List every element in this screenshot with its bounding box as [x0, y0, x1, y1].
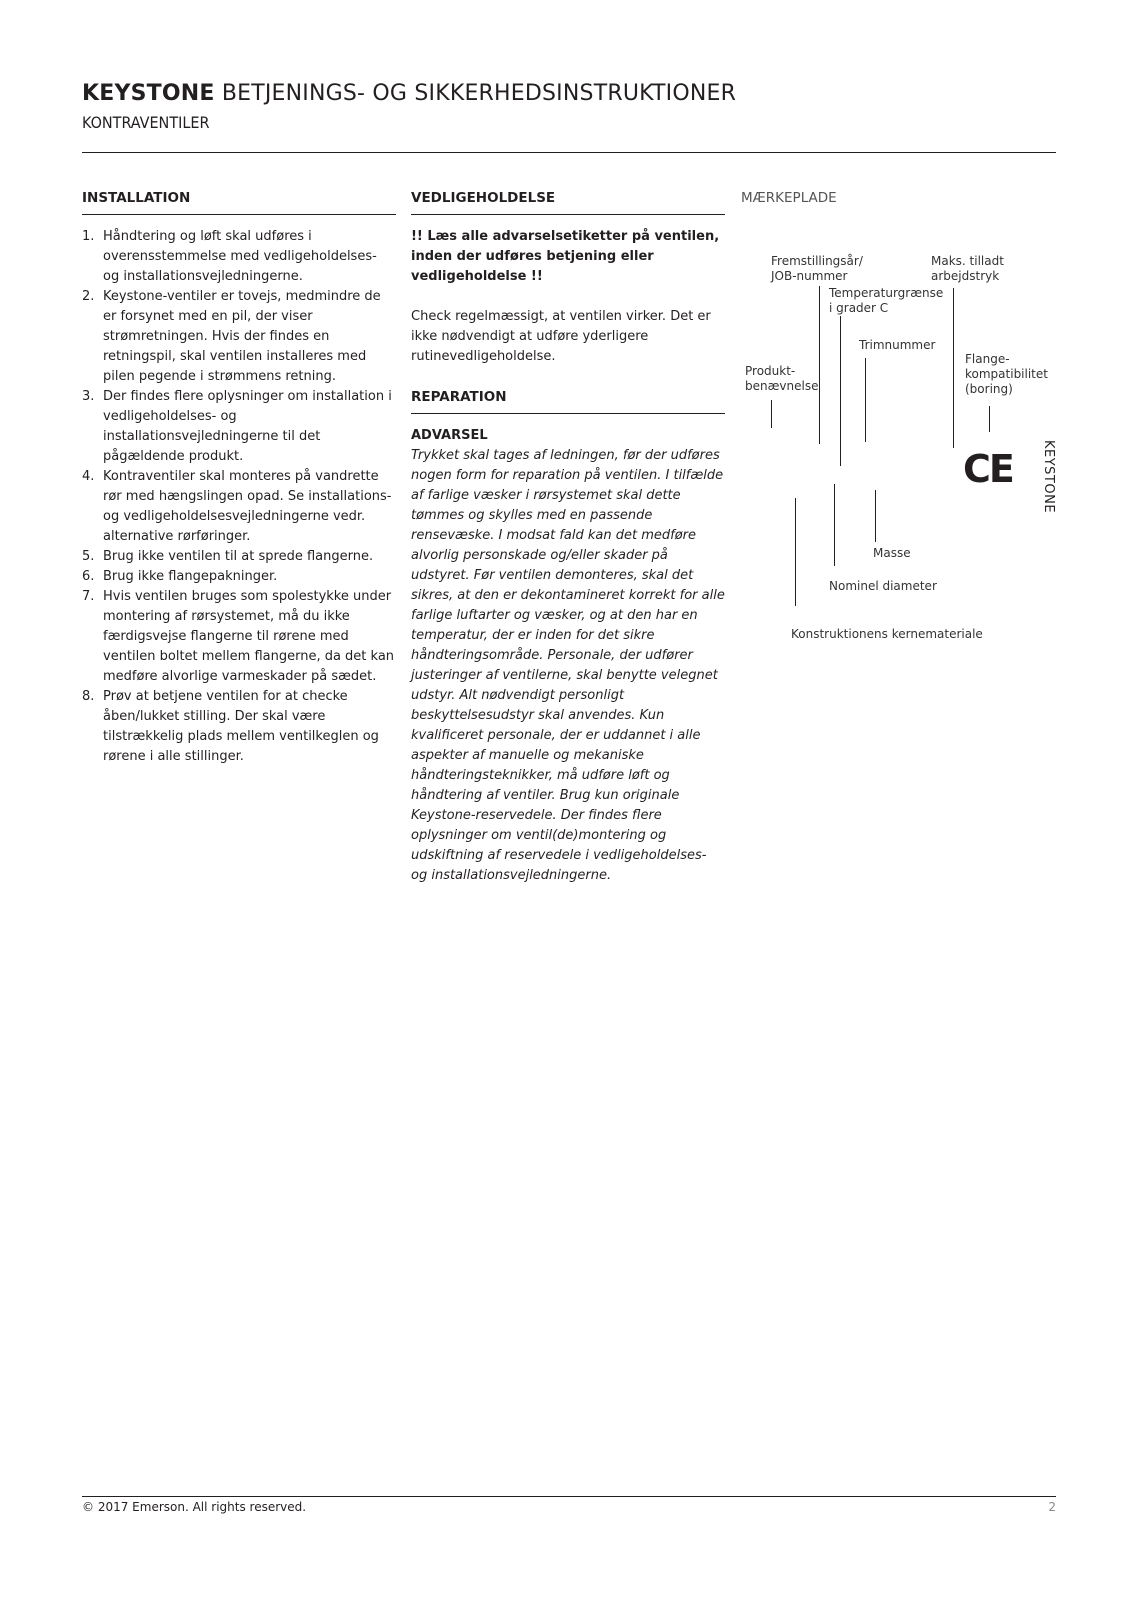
- label-line: Temperaturgrænse: [829, 286, 944, 300]
- label-line: benævnelse: [745, 379, 819, 393]
- item-text: Prøv at betjene ventilen for at checke åben/lukket stilling. Der skal være tilstrækkelig plads mellem ventilkeglen og rørene i alle stillinger.: [103, 689, 379, 764]
- list-item: [82, 587, 396, 687]
- label-line: arbejdstryk: [931, 269, 1000, 283]
- leader-line: [865, 358, 866, 442]
- core-material-label: Konstruktionens kernemateriale: [791, 627, 983, 641]
- label-line: kompatibilitet: [965, 367, 1048, 381]
- label-line: Maks. tilladt: [931, 254, 1004, 268]
- list-item: [82, 567, 396, 587]
- leader-line: [834, 484, 835, 566]
- product-label: [745, 364, 818, 394]
- label-line: Fremstillingsår/: [771, 254, 863, 268]
- item-number: 3.: [82, 389, 95, 404]
- page-header: [82, 80, 1056, 134]
- installation-heading: INSTALLATION: [82, 188, 396, 215]
- item-text: Kontraventiler skal monteres på vandrette rør med hængslingen opad. Se installations- og vedligeholdelsesvejledningerne vedr. alternative rørføringer.: [103, 469, 392, 544]
- label-line: Flange-: [965, 352, 1010, 366]
- label-line: (boring): [965, 382, 1013, 396]
- leader-line: [989, 406, 990, 432]
- header-divider: [82, 152, 1056, 153]
- temperature-label: [829, 286, 943, 316]
- label-line: i grader C: [829, 301, 889, 315]
- item-number: 2.: [82, 289, 95, 304]
- list-item: [82, 547, 396, 567]
- nameplate-heading: MÆRKEPLADE: [741, 190, 837, 206]
- maintenance-text: Check regelmæssigt, at ventilen virker. Det er ikke nødvendigt at udføre yderligere rutinevedligeholdelse.: [411, 309, 711, 364]
- year-job-label: [771, 254, 863, 284]
- list-item: [82, 287, 396, 387]
- repair-heading: REPARATION: [411, 387, 725, 414]
- nominal-diameter-label: Nominel diameter: [829, 579, 937, 593]
- item-text: Hvis ventilen bruges som spolestykke under montering af rørsystemet, må du ikke færdigsvejse flangerne til rørene med ventilen boltet mellem flangerne, da det kan medføre alvorlige varmeskader på sædet.: [103, 589, 395, 684]
- item-number: 7.: [82, 589, 95, 604]
- leader-line: [953, 288, 954, 448]
- spacer: [411, 367, 725, 387]
- maintenance-heading: VEDLIGEHOLDELSE: [411, 188, 725, 215]
- item-number: 5.: [82, 549, 95, 564]
- installation-section: [82, 188, 396, 767]
- label-line: Produkt-: [745, 364, 796, 378]
- mass-label: Masse: [873, 546, 911, 560]
- ce-mark: CE: [963, 447, 1013, 491]
- max-pressure-label: [931, 254, 1004, 284]
- repair-warning-heading: ADVARSEL: [411, 428, 488, 443]
- footer-divider: [82, 1496, 1056, 1497]
- item-text: Der findes flere oplysninger om installation i vedligeholdelses- og installationsvejledningerne til det pågældende produkt.: [103, 389, 392, 464]
- item-number: 1.: [82, 229, 95, 244]
- document-subtitle: KONTRAVENTILER: [82, 113, 210, 132]
- keystone-mark: KEYSTONE: [1041, 440, 1056, 514]
- leader-line: [795, 498, 796, 606]
- leader-line: [875, 490, 876, 542]
- installation-list: [82, 227, 396, 767]
- document-title: [82, 80, 1056, 108]
- copyright-text: © 2017 Emerson. All rights reserved.: [82, 1500, 307, 1514]
- maintenance-warning: !! Læs alle advarselsetiketter på ventilen, inden der udføres betjening eller vedligeholdelse !!: [411, 229, 720, 284]
- label-line: JOB-nummer: [771, 269, 848, 283]
- item-number: 4.: [82, 469, 95, 484]
- spacer: [411, 287, 725, 307]
- list-item: [82, 467, 396, 547]
- page-number: 2: [1048, 1500, 1056, 1514]
- item-text: Håndtering og løft skal udføres i overensstemmelse med vedligeholdelses- og installationsvejledningerne.: [103, 229, 377, 284]
- list-item: [82, 687, 396, 767]
- nameplate-section: [741, 188, 1061, 214]
- leader-line: [840, 316, 841, 466]
- repair-text: Trykket skal tages af ledningen, før der udføres nogen form for reparation på ventilen. I tilfælde af farlige væsker i rørsystemet skal dette tømmes og skylles med en passende rensevæske. I modsat fald kan det medføre alvorlig personskade og/eller skader på udstyret. Før ventilen demonteres, skal det sikres, at den er dekontamineret korrekt for alle farlige luftarter og væsker, og at den har en temperatur, der er inden for det sikre håndteringsområde. Personale, der udfører justeringer af ventilerne, skal benytte velegnet udstyr. Alt nødvendigt personligt beskyttelsesudstyr skal anvendes. Kun kvalificeret personale, der er uddannet i alle aspekter af manuelle og mekaniske håndteringsteknikker, må udføre løft og håndtering af ventiler. Brug kun originale Keystone-reservedele. Der findes flere oplysninger om ventil(de)montering og udskiftning af reservedele i vedligeholdelses- og installationsvejledningerne.: [411, 448, 725, 883]
- flange-label: [965, 352, 1048, 397]
- item-number: 8.: [82, 689, 95, 704]
- item-number: 6.: [82, 569, 95, 584]
- item-text: Brug ikke flangepakninger.: [103, 569, 278, 584]
- item-text: Brug ikke ventilen til at sprede flangerne.: [103, 549, 374, 564]
- leader-line: [771, 400, 772, 428]
- list-item: [82, 387, 396, 467]
- trim-label: Trimnummer: [859, 338, 936, 352]
- title-text: BETJENINGS- OG SIKKERHEDSINSTRUKTIONER: [221, 81, 737, 106]
- maintenance-section: [411, 188, 725, 886]
- list-item: [82, 227, 396, 287]
- leader-line: [819, 286, 820, 444]
- brand-name: KEYSTONE: [82, 81, 215, 106]
- nameplate-diagram: [741, 240, 1061, 660]
- item-text: Keystone-ventiler er tovejs, medmindre de er forsynet med en pil, der viser strømretningen. Hvis der findes en retningspil, skal ventilen installeres med pilen pegende i strømmens retning.: [103, 289, 381, 384]
